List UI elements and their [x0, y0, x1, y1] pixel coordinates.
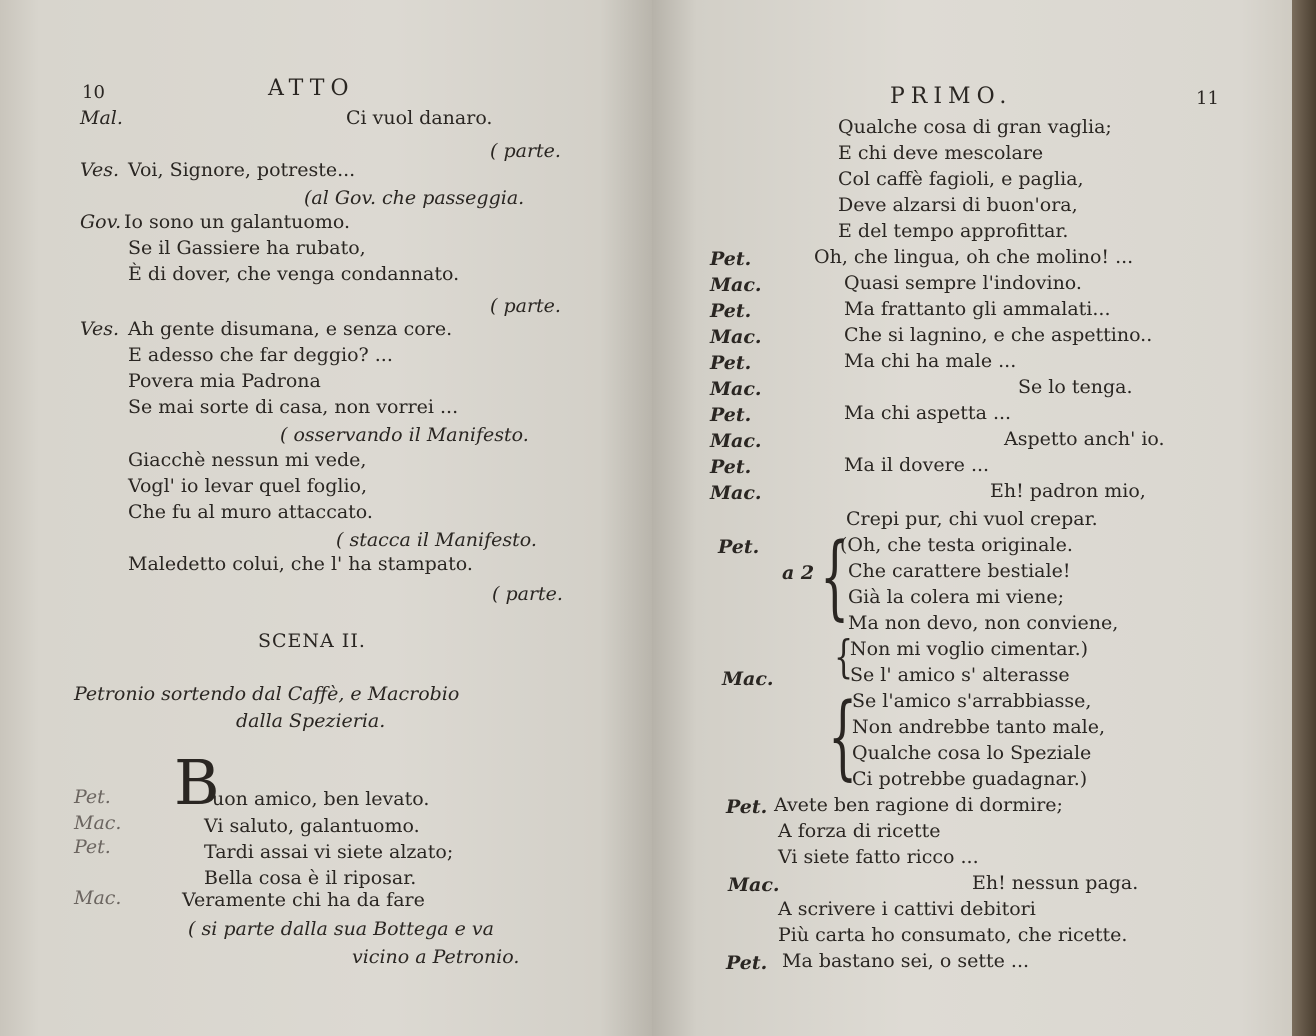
verse-line: Io sono un galantuomo.	[124, 211, 351, 233]
book-edge	[1292, 0, 1316, 1036]
speaker-label: Mac.	[710, 326, 762, 348]
verse-line: Se mai sorte di casa, non vorrei ...	[128, 396, 459, 418]
verse-line: Se il Gassiere ha rubato,	[128, 237, 366, 259]
speaker-label: Mac.	[74, 887, 122, 909]
verse-line: Crepi pur, chi vuol crepar.	[846, 508, 1098, 530]
right-page	[652, 0, 1292, 1036]
speaker-label: Mac.	[710, 274, 762, 296]
verse-line: Qualche cosa di gran vaglia;	[838, 116, 1112, 138]
verse-line: Ma il dovere ...	[844, 454, 990, 476]
left-page	[0, 0, 652, 1036]
verse-line: uon amico, ben levato.	[212, 788, 430, 810]
speaker-label: Pet.	[74, 786, 111, 808]
verse-line: Non mi voglio cimentar.)	[850, 638, 1089, 660]
verse-line: Ah gente disumana, e senza core.	[128, 318, 453, 340]
verse-line: Tardi assai vi siete alzato;	[204, 841, 454, 863]
verse-line: Deve alzarsi di buon'ora,	[838, 194, 1078, 216]
verse-line: Giacchè nessun mi vede,	[128, 449, 367, 471]
verse-line: Vi siete fatto ricco ...	[778, 846, 979, 868]
speaker-label: Mac.	[722, 668, 774, 690]
brace-icon: {	[828, 682, 858, 790]
verse-line: Ma non devo, non conviene,	[848, 612, 1119, 634]
stage-direction: (al Gov. che passeggia.	[304, 187, 525, 209]
verse-line: Ma chi ha male ...	[844, 350, 1017, 372]
verse-line: Eh! padron mio,	[990, 480, 1146, 502]
page-number-left: 10	[82, 82, 105, 103]
speaker-label: Pet.	[718, 536, 760, 558]
verse-line: Ma frattanto gli ammalati...	[844, 298, 1111, 320]
stage-direction: ( parte.	[490, 140, 561, 162]
stage-direction: ( si parte dalla sua Bottega e va	[188, 918, 494, 940]
verse-line: Avete ben ragione di dormire;	[774, 794, 1063, 816]
speaker-label: Ves.	[80, 159, 120, 181]
verse-line: E adesso che far deggio? ...	[128, 344, 393, 366]
speaker-label: Pet.	[74, 836, 111, 858]
stage-direction: vicino a Petronio.	[352, 946, 520, 968]
speaker-label: Pet.	[710, 248, 752, 270]
speaker-label: Mac.	[710, 430, 762, 452]
verse-line: Bella cosa è il riposar.	[204, 867, 417, 889]
brace-icon: {	[834, 631, 854, 684]
speaker-label: Mac.	[728, 874, 780, 896]
verse-line: Ma bastano sei, o sette ...	[782, 950, 1030, 972]
verse-line: Se l'amico s'arrabbiasse,	[852, 690, 1092, 712]
verse-line: È di dover, che venga condannato.	[128, 263, 460, 285]
speaker-label: Ves.	[80, 318, 120, 340]
speaker-label: Mac.	[710, 378, 762, 400]
verse-line: A scrivere i cattivi debitori	[778, 898, 1036, 920]
stage-direction: ( parte.	[492, 583, 563, 605]
verse-line: Più carta ho consumato, che ricette.	[778, 924, 1128, 946]
verse-line: Voi, Signore, potreste...	[128, 159, 356, 181]
duet-marker: a 2	[782, 562, 815, 584]
verse-line: Qualche cosa lo Speziale	[852, 742, 1092, 764]
verse-line: Quasi sempre l'indovino.	[844, 272, 1082, 294]
scene-description: Petronio sortendo dal Caffè, e Macrobio	[74, 683, 460, 705]
stage-direction: ( osservando il Manifesto.	[280, 424, 529, 446]
page-number-right: 11	[1196, 88, 1219, 109]
verse-line: Ma chi aspetta ...	[844, 402, 1012, 424]
speaker-label: Mal.	[80, 107, 123, 129]
stage-direction: ( stacca il Manifesto.	[336, 529, 537, 551]
verse-line: Povera mia Padrona	[128, 370, 321, 392]
speaker-label: Mac.	[710, 482, 762, 504]
running-header-left: ATTO	[268, 76, 355, 101]
stage-direction: ( parte.	[490, 295, 561, 317]
verse-line: Già la colera mi viene;	[848, 586, 1064, 608]
verse-line: Maledetto colui, che l' ha stampato.	[128, 553, 473, 575]
scene-description: dalla Spezieria.	[236, 710, 386, 732]
speaker-label: Pet.	[710, 456, 752, 478]
verse-line: Vi saluto, galantuomo.	[204, 815, 420, 837]
speaker-label: Pet.	[710, 300, 752, 322]
drop-cap: B	[174, 746, 220, 819]
speaker-label: Mac.	[74, 812, 122, 834]
speaker-label: Pet.	[726, 952, 768, 974]
verse-line: Col caffè fagioli, e paglia,	[838, 168, 1084, 190]
verse-line: Che si lagnino, e che aspettino..	[844, 324, 1153, 346]
verse-line: Che carattere bestiale!	[848, 560, 1071, 582]
verse-line: Non andrebbe tanto male,	[852, 716, 1106, 738]
verse-line: Eh! nessun paga.	[972, 872, 1139, 894]
speaker-label: Gov.	[80, 211, 122, 233]
verse-line: Veramente chi ha da fare	[182, 889, 425, 911]
verse-line: Vogl' io levar quel foglio,	[128, 475, 368, 497]
verse-line: Che fu al muro attaccato.	[128, 501, 373, 523]
speaker-label: Pet.	[726, 796, 768, 818]
verse-line: A forza di ricette	[778, 820, 941, 842]
verse-line: Se lo tenga.	[1018, 376, 1133, 398]
running-header-right: PRIMO.	[890, 84, 1013, 109]
verse-line: Ci potrebbe guadagnar.)	[852, 768, 1088, 790]
verse-line: E chi deve mescolare	[838, 142, 1044, 164]
verse-line: (Oh, che testa originale.	[840, 534, 1073, 556]
verse-line: E del tempo approfittar.	[838, 220, 1069, 242]
speaker-label: Pet.	[710, 352, 752, 374]
verse-line: Aspetto anch' io.	[1004, 428, 1165, 450]
scene-title: SCENA II.	[258, 630, 366, 652]
speaker-label: Pet.	[710, 404, 752, 426]
verse-line: Ci vuol danaro.	[346, 107, 493, 129]
verse-line: Oh, che lingua, oh che molino! ...	[814, 246, 1134, 268]
brace-icon: {	[820, 522, 850, 630]
verse-line: Se l' amico s' alterasse	[850, 664, 1070, 686]
